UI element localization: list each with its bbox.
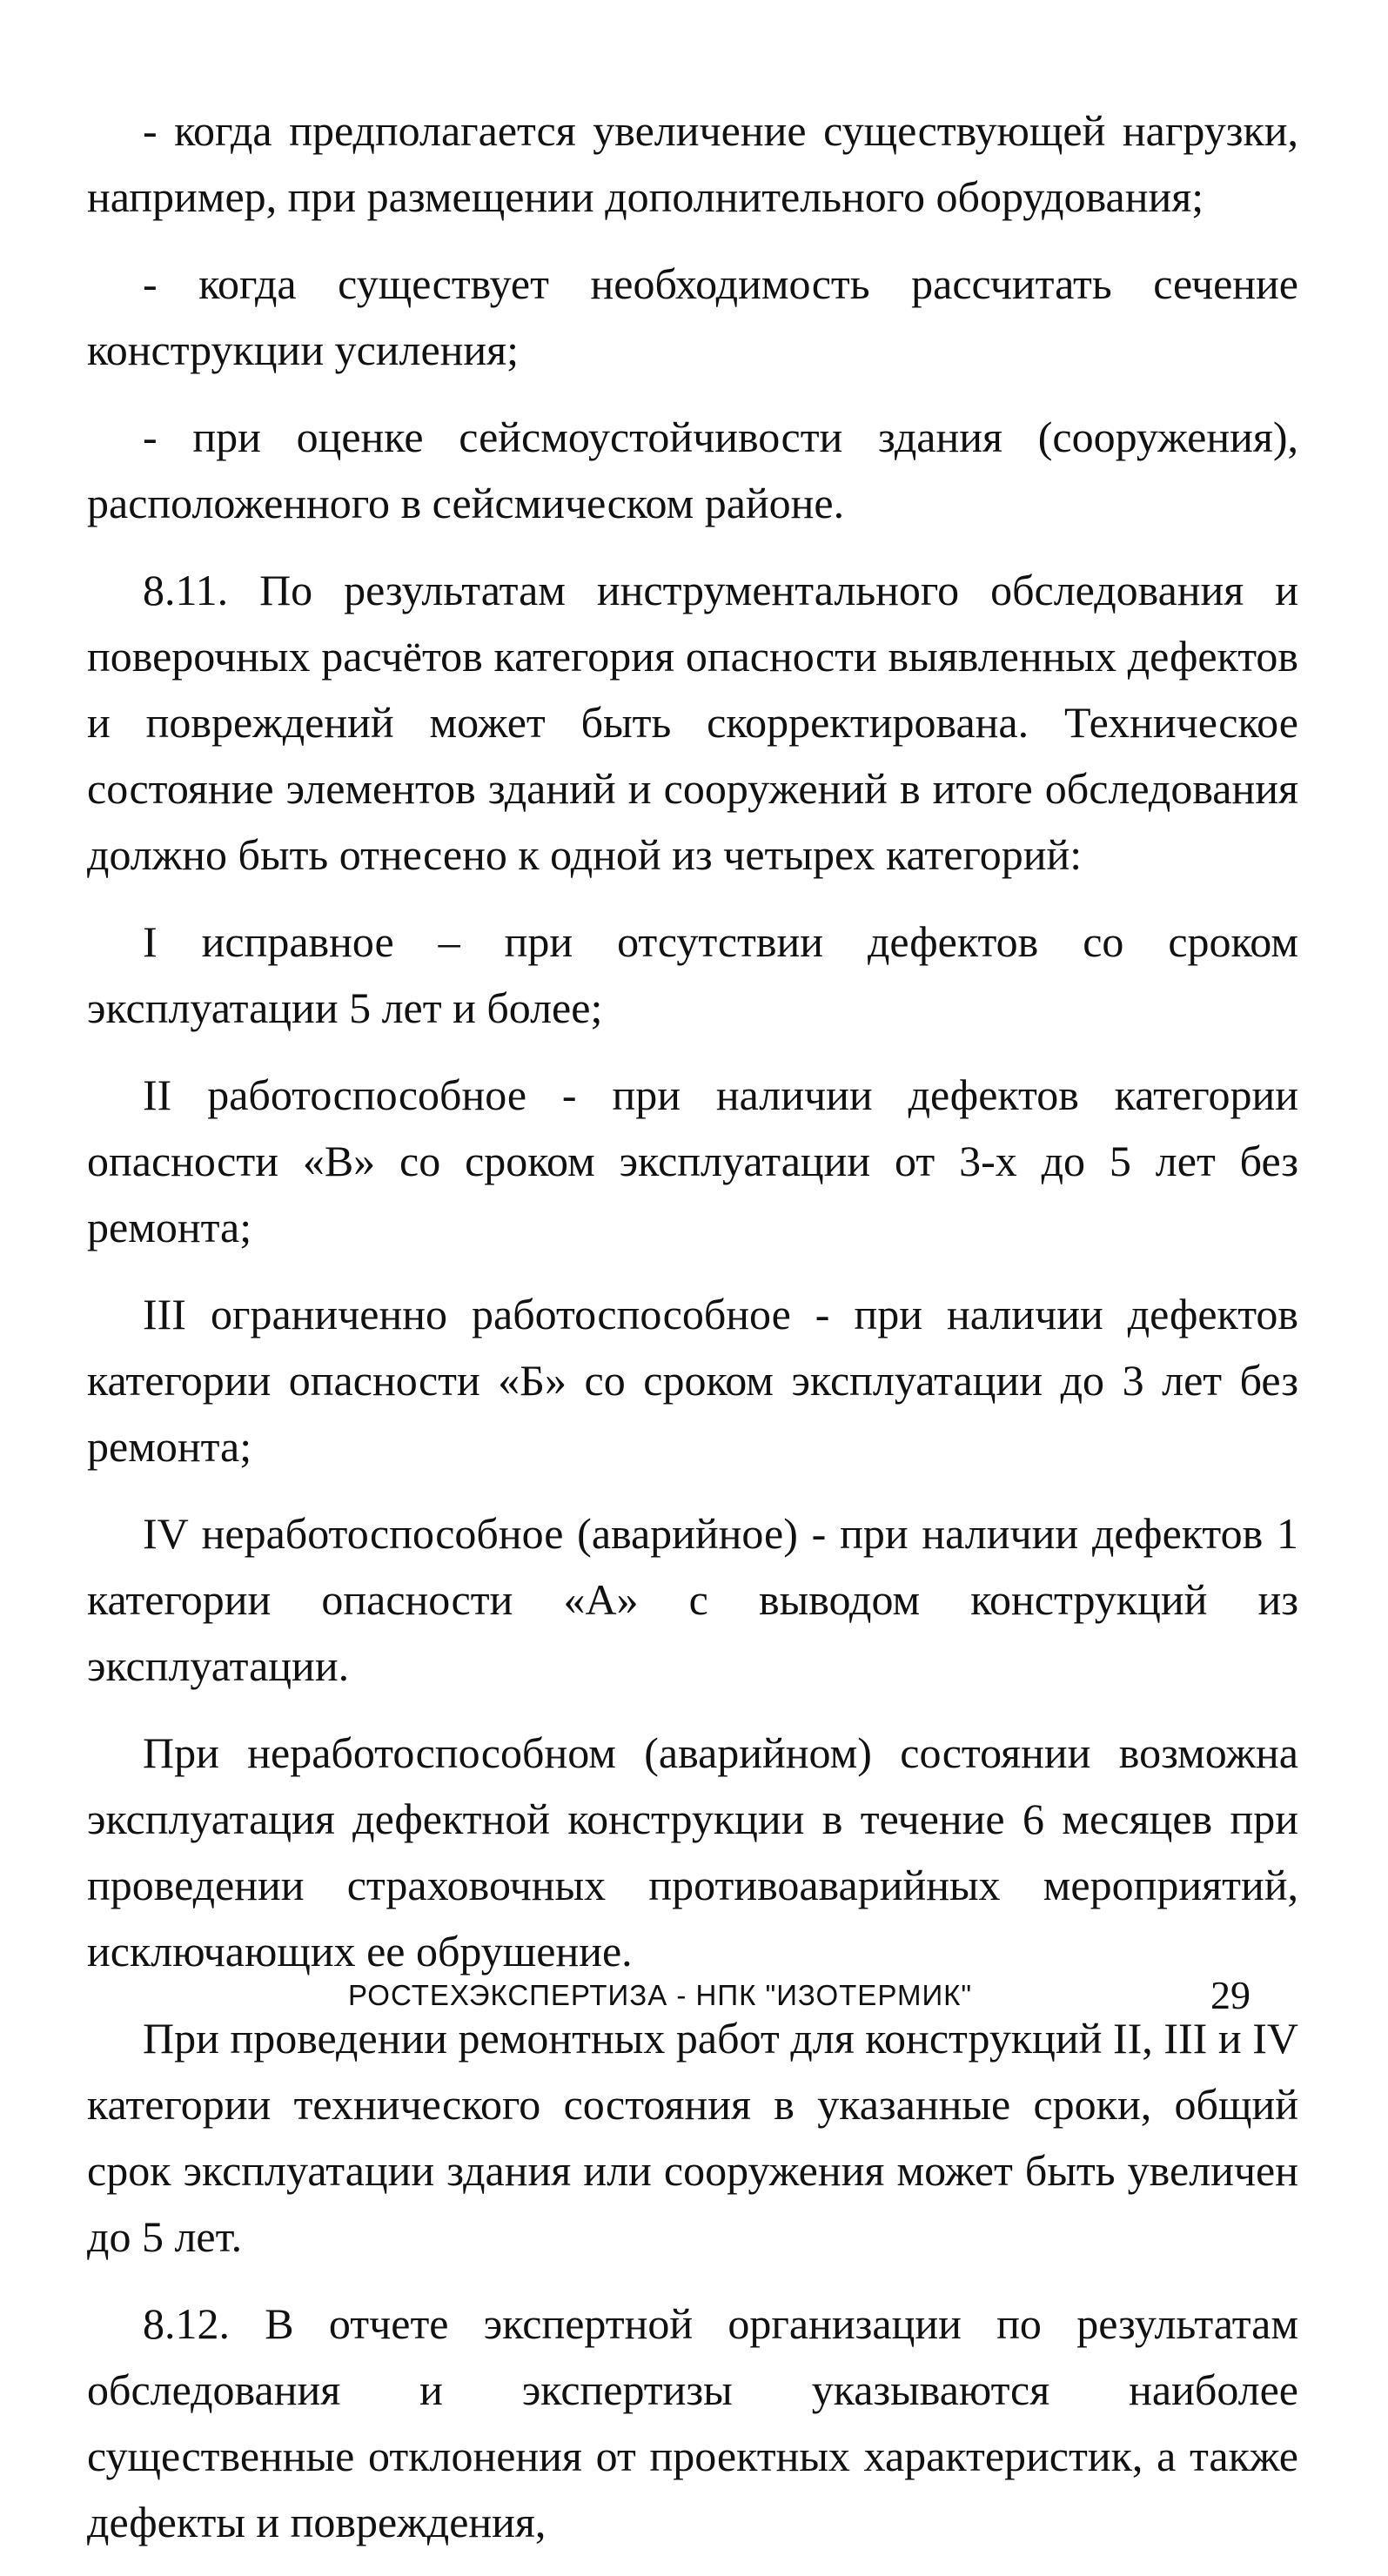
paragraph-load-increase: - когда предполагается увеличение существующей нагрузки, например, при размещении дополнительного оборудования; (87, 106, 1298, 221)
paragraph-category-3: III ограниченно работоспособное - при наличии дефектов категории опасности «Б» со сроком эксплуатации до 3 лет без ремонта; (87, 1290, 1298, 1471)
paragraph-emergency-operation: При неработоспособном (аварийном) состоянии возможна эксплуатация дефектной конструкции в течение 6 месяцев при проведении страховочных противоаварийных мероприятий, исключающих ее обрушение. (87, 1728, 1298, 1976)
paragraph-section-8-12: 8.12. В отчете экспертной организации по результатам обследования и экспертизы указываются наиболее существенные отклонения от проектных характеристик, а также дефекты и повреждения, (87, 2299, 1298, 2546)
page-number: 29 (1210, 1973, 1251, 2017)
page-body (87, 97, 1298, 2576)
paragraph-reinforcement-section: - когда существует необходимость рассчитать сечение конструкции усиления; (87, 259, 1298, 374)
paragraph-category-2: II работоспособное - при наличии дефектов категории опасности «В» со сроком эксплуатации от 3-х до 5 лет без ремонта; (87, 1070, 1298, 1251)
paragraph-section-8-11: 8.11. По результатам инструментального обследования и поверочных расчётов категория опасности выявленных дефектов и повреждений может быть скорректирована. Техническое состояние элементов зданий и сооружений в итоге обследования должно быть отнесено к одной из четырех категорий: (87, 566, 1298, 879)
paragraph-category-1: I исправное – при отсутствии дефектов со сроком эксплуатации 5 лет и более; (87, 917, 1298, 1032)
paragraph-category-4: IV неработоспособное (аварийное) - при наличии дефектов 1 категории опасности «А» с выводом конструкций из эксплуатации. (87, 1509, 1298, 1690)
footer-label: РОСТЕХЭКСПЕРТИЗА - НПК "ИЗОТЕРМИК" (348, 1979, 973, 2011)
paragraph-repair-extension: При проведении ремонтных работ для конструкций II, III и IV категории технического состояния в указанные сроки, общий срок эксплуатации здания или сооружения может быть увеличен до 5 лет. (87, 2014, 1298, 2261)
paragraph-seismic-assessment: - при оценке сейсмоустойчивости здания (сооружения), расположенного в сейсмическом районе. (87, 413, 1298, 527)
page-footer (87, 1970, 1298, 2023)
